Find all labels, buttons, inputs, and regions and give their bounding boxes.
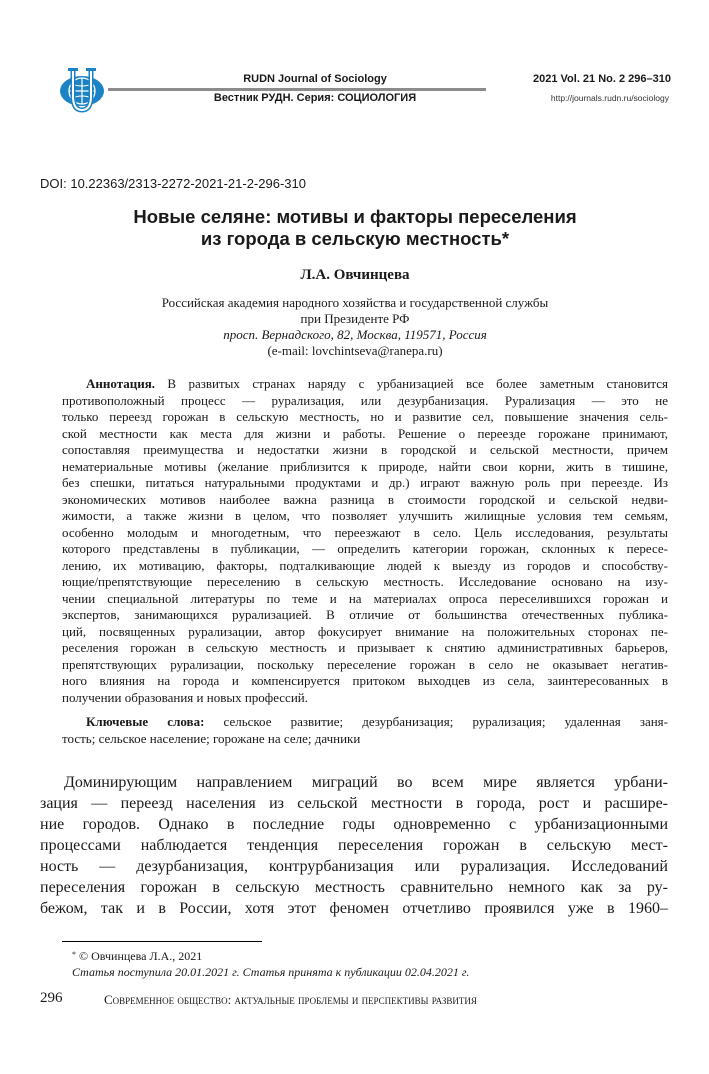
abstract-line: сопоставляя преимущества и недостатки жизни в городской и сельской местности, причем: [62, 442, 668, 457]
affiliation-line: при Президенте РФ: [300, 311, 410, 326]
affiliation-address: просп. Вернадского, 82, Москва, 119571, Россия: [223, 327, 487, 342]
abstract-line: нематериальные мотивы (желание приблизится к природе, найти свои корни, жить в тишине,: [62, 458, 668, 474]
abstract-line: лению, их мотивацию, факторы, подталкивающие людей к выезду из городов и способству-: [62, 557, 668, 573]
keywords: [62, 714, 668, 747]
journal-url[interactable]: http://journals.rudn.ru/sociology: [550, 93, 669, 103]
header-rule: [108, 88, 486, 91]
abstract-line: только переезд горожан в сельскую местность, но и развитие сел, повышение значения сель-: [62, 409, 668, 424]
title-line: Новые селяне: мотивы и факторы переселения: [133, 206, 577, 227]
running-title: Современное общество: актуальные проблемы и перспективы развития: [104, 992, 477, 1007]
abstract-line: особенно молодым и многодетным, что переезжают в село. Цель исследования, результаты: [62, 524, 668, 540]
abstract-line: препятствующих рурализации, поскольку переселение горожан в село не оказывает негатив-: [62, 656, 668, 672]
footnote-rule: [62, 941, 262, 942]
abstract-line: ного влияния на города и компенсируется притоком выходцев из села, заинтересованных в: [62, 673, 668, 688]
page-number: 296: [40, 990, 63, 1006]
body-line: Доминирующим направлением миграций во всем мире является урбани-: [64, 774, 668, 791]
title-line: из города в сельскую местность*: [200, 228, 510, 249]
abstract-line: реселения горожан в сельскую местность и призывает к снятию административных барьеров,: [62, 640, 668, 655]
abstract-line: ской местности как места для жизни и работы. Решение о переезде горожане принимают,: [62, 425, 668, 441]
article-title: [40, 206, 670, 250]
body-line: переселения горожан в сельскую местность сравнительно немного как за ру-: [40, 879, 668, 896]
abstract-line: экономических мотивов наиболее важна разница в стоимости городской и сельской недви-: [62, 491, 668, 507]
footnote-copyright-line: [72, 948, 672, 964]
journal-logo-icon: [58, 66, 106, 114]
affiliation-line: Российская академия народного хозяйства и государственной службы: [161, 295, 549, 310]
author-email[interactable]: (e-mail: lovchintseva@ranepa.ru): [267, 343, 443, 358]
doi[interactable]: DOI: 10.22363/2313-2272-2021-21-2-296-310: [40, 176, 306, 191]
keywords-line: Ключевые слова: сельское развитие; дезурбанизация; рурализация; удаленная заня-: [86, 714, 668, 729]
abstract-line: ций, посвященных рурализации, автор фокусирует внимание на положительных сторонах пе-: [62, 623, 668, 639]
affiliation: [40, 295, 670, 359]
journal-title-ru: Вестник РУДН. Серия: СОЦИОЛОГИЯ: [213, 92, 417, 104]
journal-title-en: RUDN Journal of Sociology: [243, 73, 387, 85]
body-line: зация — переезд населения из сельской местности в города, рост и расшире-: [40, 795, 668, 812]
body-text: [40, 772, 668, 919]
keywords-line: тость; сельское население; горожане на селе; дачники: [62, 730, 361, 746]
footnote-copyright: © Овчинцева Л.А., 2021: [76, 949, 203, 963]
abstract-line: противоположный процесс — рурализация, или дезурбанизация. Рурализация — это не: [62, 392, 668, 408]
abstract-line: без спешки, питаться натуральными продуктами и др.) играют важную роль при переезде. Из: [62, 475, 668, 490]
body-line: процессами наблюдается тенденция переселения горожан в сельскую мест-: [40, 837, 668, 854]
footnote: [72, 948, 672, 980]
footnote-dates: Статья поступила 20.01.2021 г. Статья принята к публикации 02.04.2021 г.: [72, 965, 470, 979]
body-line: ность — дезурбанизация, контрурбанизация или рурализация. Исследований: [40, 858, 668, 875]
abstract-line: чении специальной литературы по теме и на материалах опроса переселившихся горожан и: [62, 590, 668, 606]
footnote-marker: *: [72, 950, 76, 959]
abstract-line: экспертов, занимающихся рурализацией. В отличие от большинства отечественных публика-: [62, 607, 668, 622]
author-name: Л.А. Овчинцева: [300, 267, 410, 283]
keywords-label: Ключевые слова:: [86, 714, 205, 729]
abstract-line: получении образования и новых профессий.: [62, 689, 308, 705]
body-line: бежом, так и в России, хотя этот феномен отчетливо проявился уже в 1960–: [40, 900, 668, 917]
issue-info: 2021 Vol. 21 No. 2 296–310: [533, 73, 671, 85]
abstract-label: Аннотация.: [86, 376, 156, 391]
abstract-line: жимости, а также жизни в целом, что позволяет улучшить жилищные условия тем семьям,: [62, 508, 668, 523]
abstract: [62, 376, 668, 706]
abstract-line: которого представлены в публикации, — определить категории горожан, склонных к пересе-: [62, 541, 668, 556]
abstract-line: Аннотация. В развитых странах наряду с урбанизацией все более заметным становится: [86, 376, 668, 391]
abstract-line: ющие/препятствующие переселению в сельскую местность. Исследование основано на изу-: [62, 574, 668, 589]
body-line: ние городов. Однако в последние годы одновременно с урбанизационными: [40, 816, 668, 833]
